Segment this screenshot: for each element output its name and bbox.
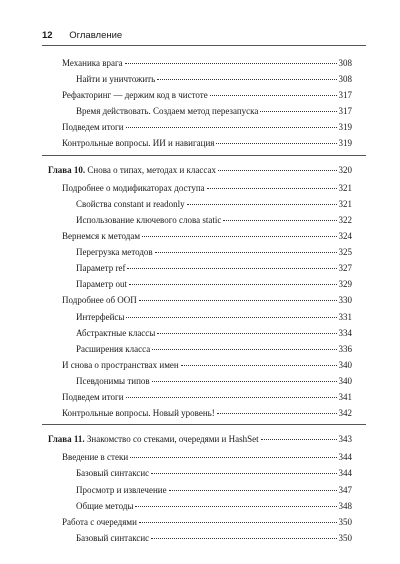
toc-entry[interactable] — [76, 311, 352, 324]
toc-entry-title — [76, 262, 125, 275]
toc-page-number: 324 — [338, 231, 352, 241]
dot-leader — [157, 333, 336, 334]
chapter-number: Глава 11. — [48, 434, 85, 444]
toc-entry[interactable] — [76, 246, 352, 259]
dot-leader — [135, 506, 336, 507]
toc-entry[interactable] — [62, 89, 352, 102]
toc-entry-title — [62, 121, 124, 134]
toc-entry-title — [62, 516, 137, 529]
toc-entry-text: Свойства constant и readonly — [76, 199, 185, 209]
dot-leader — [126, 127, 337, 128]
dot-leader — [152, 381, 337, 382]
dot-leader — [187, 204, 337, 205]
toc-page-number: 342 — [338, 408, 352, 418]
toc-entry-text: Параметр ref — [76, 263, 126, 273]
toc-entry[interactable] — [62, 137, 352, 150]
toc-entry-title — [76, 214, 221, 227]
dot-leader — [169, 490, 337, 491]
dot-leader — [126, 317, 336, 318]
running-header — [42, 30, 366, 46]
toc-page-number: 330 — [338, 295, 352, 305]
toc-page-number: 340 — [338, 360, 352, 370]
toc-entry[interactable] — [76, 532, 352, 545]
toc-entry-text: Подробнее о модификаторах доступа — [62, 183, 205, 193]
toc-page-number: 327 — [338, 263, 352, 273]
toc-entry-title — [62, 89, 208, 102]
toc-page-number: 308 — [338, 58, 352, 68]
toc-entry[interactable] — [62, 182, 352, 195]
toc-entry-text: Просмотр и извлечение — [76, 485, 167, 495]
dot-leader — [260, 111, 336, 112]
toc-entry-title — [76, 375, 150, 388]
toc-page-number: 340 — [338, 376, 352, 386]
toc-entry-title — [76, 246, 153, 259]
toc-entry-title — [76, 73, 155, 86]
toc-page-number: 319 — [338, 138, 352, 148]
toc-entry-text: Подробнее об ООП — [62, 295, 137, 305]
dot-leader — [151, 473, 336, 474]
header-page-number: 12 — [42, 30, 53, 41]
toc-chapter[interactable] — [48, 433, 352, 446]
toc-page-number: 322 — [338, 215, 352, 225]
chapter-divider — [42, 155, 366, 156]
dot-leader — [157, 79, 336, 80]
toc-page-number: 319 — [338, 122, 352, 132]
dot-leader — [129, 284, 337, 285]
toc-entry-text: Найти и уничтожить — [76, 74, 156, 84]
toc-entry-text: Перегрузка методов — [76, 247, 153, 257]
dot-leader — [151, 538, 336, 539]
toc-entry-title — [76, 484, 167, 497]
toc-entry-title — [76, 467, 149, 480]
toc-entry-text: Механика врага — [62, 58, 123, 68]
toc-entry[interactable] — [76, 500, 352, 513]
toc-entry-title — [62, 230, 140, 243]
toc-entry-text: Снова о типах, методах и классах — [85, 165, 216, 175]
toc-entry-title — [62, 182, 205, 195]
toc-entry[interactable] — [76, 375, 352, 388]
toc-page-number: 344 — [338, 452, 352, 462]
toc-entry-title — [76, 105, 258, 118]
toc-entry-text: Подведем итоги — [62, 392, 124, 402]
toc-page-number: 336 — [338, 344, 352, 354]
toc-entry-text: Вернемся к методам — [62, 231, 141, 241]
toc-entry[interactable] — [76, 73, 352, 86]
toc-page-number: 348 — [338, 501, 352, 511]
toc-entry[interactable] — [62, 230, 352, 243]
toc-entry-title — [62, 359, 179, 372]
toc-entry-title — [76, 532, 149, 545]
dot-leader — [142, 236, 336, 237]
dot-leader — [126, 397, 337, 398]
toc-entry-text: Базовый синтаксис — [76, 468, 150, 478]
toc-entry-text: Рефакторинг — держим код в чистоте — [62, 90, 208, 100]
toc-entry-text: Контрольные вопросы. Новый уровень! — [62, 408, 215, 418]
toc-entry-title — [62, 137, 214, 150]
toc-page-number: 317 — [338, 90, 352, 100]
toc-page-number: 347 — [338, 485, 352, 495]
toc-page-number: 350 — [338, 533, 352, 543]
toc-entry[interactable] — [62, 391, 352, 404]
toc-page-number: 329 — [338, 279, 352, 289]
toc-entry-text: Знакомство со стеками, очередями и HashSet — [84, 434, 259, 444]
dot-leader — [139, 522, 337, 523]
toc-page-number: 321 — [338, 183, 352, 193]
toc-page-number: 331 — [338, 312, 352, 322]
toc-entry[interactable] — [76, 467, 352, 480]
dot-leader — [210, 95, 337, 96]
toc-entry-title — [62, 451, 128, 464]
toc-entry-title — [76, 500, 133, 513]
toc-page-number: 343 — [338, 434, 352, 444]
toc-entry-text: Время действовать. Создаем метод перезапуска — [76, 106, 259, 116]
toc-entry-text: Введение в стеки — [62, 452, 129, 462]
toc-entry-text: Расширения класса — [76, 344, 151, 354]
toc-page-number: 320 — [338, 165, 352, 175]
toc-entry-text: Базовый синтаксис — [76, 533, 150, 543]
toc-entry-text: Псевдонимы типов — [76, 376, 150, 386]
toc-entry[interactable] — [62, 57, 352, 70]
toc-entry-title — [62, 407, 215, 420]
toc-entry[interactable] — [76, 262, 352, 275]
toc-entry-title — [48, 164, 216, 177]
toc-entry-title — [62, 294, 137, 307]
toc-entry-title — [76, 343, 150, 356]
toc-entry[interactable] — [62, 407, 352, 420]
dot-leader — [130, 457, 336, 458]
toc-entry-text: Работа с очередями — [62, 517, 137, 527]
toc-entry[interactable] — [62, 294, 352, 307]
toc-page-number: 341 — [338, 392, 352, 402]
toc-entry[interactable] — [62, 121, 352, 134]
dot-leader — [139, 300, 337, 301]
header-title: Оглавление — [69, 30, 123, 41]
dot-leader — [181, 365, 337, 366]
toc-entry-text: Абстрактные классы — [76, 328, 156, 338]
toc-page-number: 344 — [338, 468, 352, 478]
toc-page-number: 317 — [338, 106, 352, 116]
dot-leader — [155, 252, 337, 253]
toc-entry-title — [76, 198, 185, 211]
toc-entry-title — [62, 57, 123, 70]
toc-entry-title — [48, 433, 259, 446]
toc-entry[interactable] — [62, 516, 352, 529]
toc-entry-text: Контрольные вопросы. ИИ и навигация — [62, 138, 215, 148]
toc-page-number: 334 — [338, 328, 352, 338]
toc-page-number: 325 — [338, 247, 352, 257]
dot-leader — [223, 220, 336, 221]
toc-entry[interactable] — [76, 343, 352, 356]
toc-page-number: 350 — [338, 517, 352, 527]
dot-leader — [125, 63, 337, 64]
dot-leader — [217, 413, 337, 414]
dot-leader — [216, 143, 336, 144]
toc-entry-text: Подведем итоги — [62, 122, 124, 132]
toc-entry-text: Общие методы — [76, 501, 134, 511]
toc-entry-title — [62, 391, 124, 404]
dot-leader — [127, 268, 336, 269]
toc-entry-title — [76, 278, 127, 291]
toc-entry[interactable] — [76, 278, 352, 291]
dot-leader — [218, 170, 337, 171]
toc-page-number: 321 — [338, 199, 352, 209]
toc-entry[interactable] — [76, 214, 352, 227]
toc-entry-text: Интерфейсы — [76, 312, 125, 322]
toc-page-number: 308 — [338, 74, 352, 84]
toc-entry-text: Параметр out — [76, 279, 127, 289]
toc-entry[interactable] — [76, 484, 352, 497]
dot-leader — [152, 349, 336, 350]
toc-entry-text: Использование ключевого слова static — [76, 215, 222, 225]
toc-entry-text: И снова о пространствах имен — [62, 360, 179, 370]
dot-leader — [207, 188, 337, 189]
toc-entry[interactable] — [76, 327, 352, 340]
toc-entry[interactable] — [76, 105, 352, 118]
toc-entry-title — [76, 311, 124, 324]
chapter-number: Глава 10. — [48, 165, 86, 175]
toc-chapter[interactable] — [48, 164, 352, 177]
toc-entry[interactable] — [62, 359, 352, 372]
toc-entry[interactable] — [76, 198, 352, 211]
dot-leader — [261, 439, 337, 440]
toc-entry[interactable] — [62, 451, 352, 464]
toc-entry-title — [76, 327, 155, 340]
chapter-divider — [42, 424, 366, 425]
